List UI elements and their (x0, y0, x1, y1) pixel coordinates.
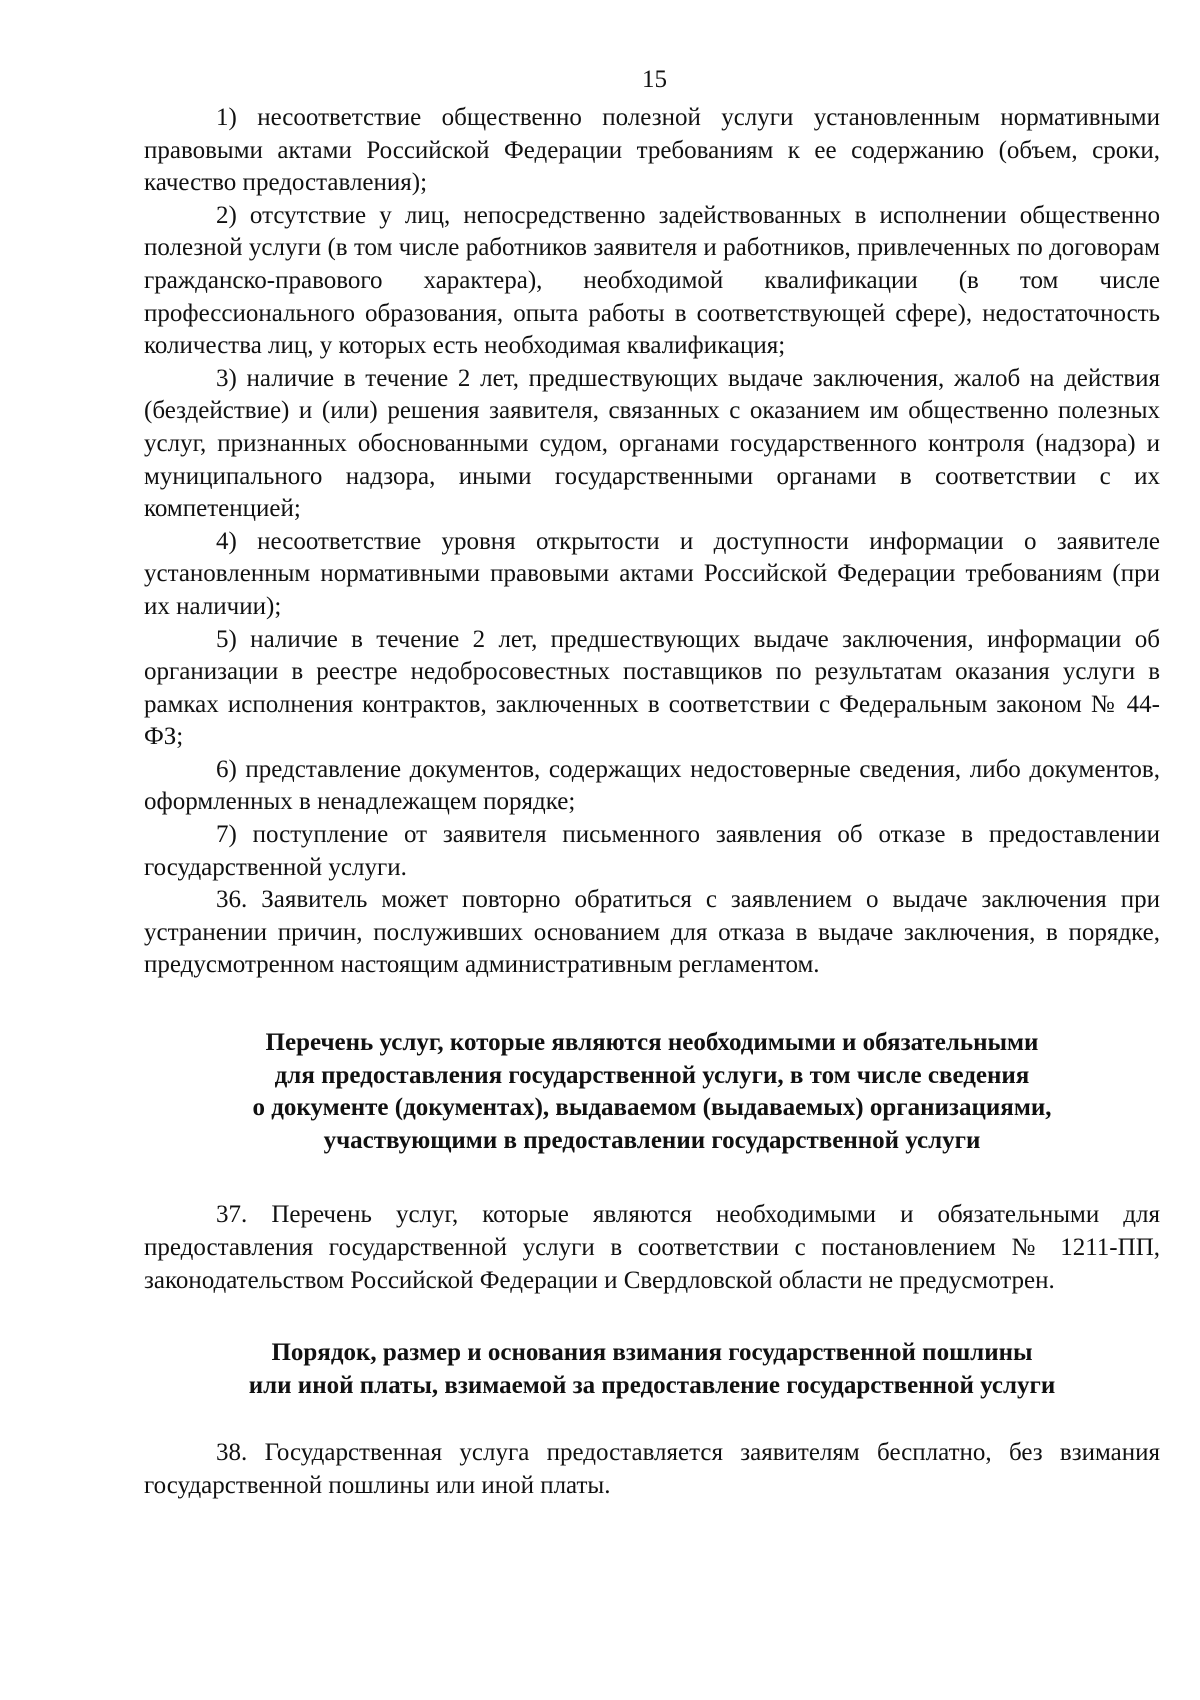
list-item-6: 6) представление документов, содержащих недостоверные сведения, либо документов, оформленных в ненадлежащем порядке; (144, 755, 1160, 816)
section-heading-necessary-services (144, 1027, 1160, 1157)
heading-line: Перечень услуг, которые являются необходимыми и обязательными (265, 1029, 1039, 1057)
spacer (144, 1157, 1160, 1199)
spacer (144, 1402, 1160, 1437)
spacer (144, 982, 1160, 1027)
heading-line: участвующими в предоставлении государственной услуги (323, 1126, 981, 1154)
paragraph-37: 37. Перечень услуг, которые являются необходимыми и обязательными для предоставления государственной услуги в соответствии с постановлением № 1211-ПП, законодательством Российской Федерации и Свердловской области не предусмотрен. (144, 1201, 1160, 1294)
spacer (144, 1297, 1160, 1337)
list-item-5: 5) наличие в течение 2 лет, предшествующих выдаче заключения, информации об организации в реестре недобросовестных поставщиков по результатам оказания услуги в рамках исполнения контрактов, заключенных в соответствии с Федеральным законом № 44-ФЗ; (144, 625, 1160, 751)
page-number: 15 (642, 66, 667, 93)
list-item-3: 3) наличие в течение 2 лет, предшествующих выдаче заключения, жалоб на действия (бездействие) и (или) решения заявителя, связанных с оказанием им общественно полезных услуг, признанных обоснованными судом, органами государственного контроля (надзора) и муниципального надзора, иными государственными органами в соответствии с их компетенцией; (144, 364, 1160, 523)
heading-line: для предоставления государственной услуги, в том числе сведения (274, 1061, 1030, 1089)
heading-line: Порядок, размер и основания взимания государственной пошлины (271, 1339, 1033, 1367)
section-heading-state-fee (144, 1337, 1160, 1402)
paragraph-38: 38. Государственная услуга предоставляется заявителям бесплатно, без взимания государственной пошлины или иной платы. (144, 1439, 1160, 1499)
list-item-7: 7) поступление от заявителя письменного заявления об отказе в предоставлении государственной услуги. (144, 821, 1160, 881)
heading-line: или иной платы, взимаемой за предоставление государственной услуги (248, 1371, 1056, 1399)
paragraph-36: 36. Заявитель может повторно обратиться с заявлением о выдаче заключения при устранении причин, послуживших основанием для отказа в выдаче заключения, в порядке, предусмотренном настоящим административным регламентом. (144, 886, 1160, 979)
list-item-1: 1) несоответствие общественно полезной услуги установленным нормативными правовыми актами Российской Федерации требованиям к ее содержанию (объем, сроки, качество предоставления); (144, 104, 1160, 197)
heading-line: о документе (документах), выдаваемом (выдаваемых) организациями, (252, 1094, 1052, 1122)
list-item-4: 4) несоответствие уровня открытости и доступности информации о заявителе установленным нормативными правовыми актами Российской Федерации требованиям (при их наличии); (144, 527, 1160, 620)
list-item-2: 2) отсутствие у лиц, непосредственно задействованных в исполнении общественно полезной услуги (в том числе работников заявителя и работников, привлеченных по договорам гражданско-правового характера), необходимой квалификации (в том числе профессионального образования, опыта работы в соответствующей сфере), недостаточность количества лиц, у которых есть необходимая квалификация; (144, 201, 1160, 360)
